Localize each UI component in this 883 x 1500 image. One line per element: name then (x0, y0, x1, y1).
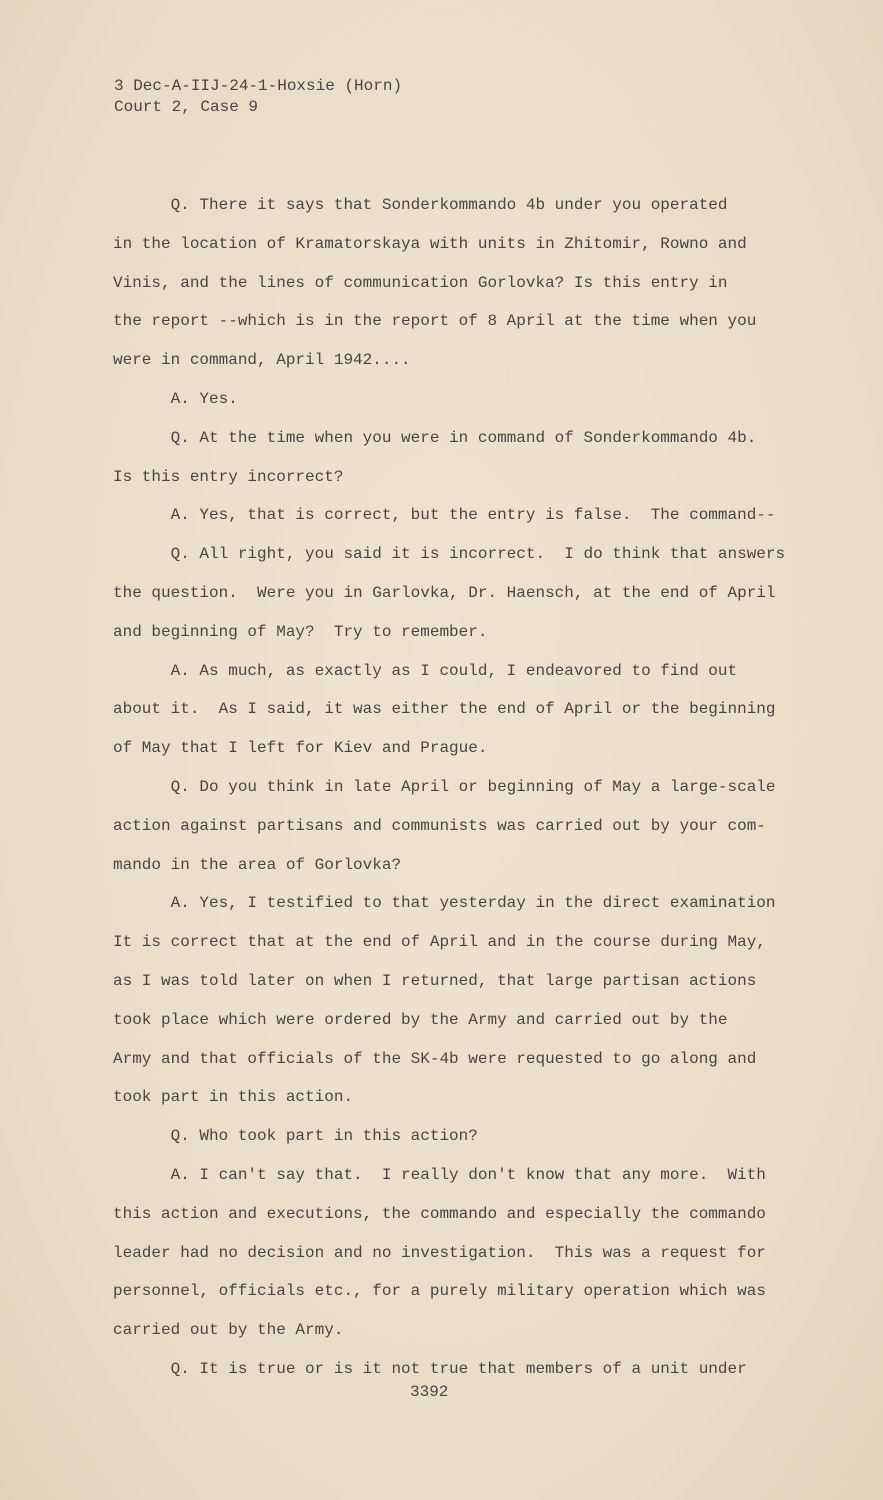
transcript-line: mando in the area of Gorlovka? (113, 855, 402, 874)
transcript-line: action against partisans and communists was carried out by your com- (113, 816, 766, 835)
transcript-line: as I was told later on when I returned, that large partisan actions (113, 971, 757, 990)
transcript-line: Q. At the time when you were in command of Sonderkommando 4b. (113, 428, 757, 447)
transcript-line: A. I can't say that. I really don't know that any more. With (113, 1165, 766, 1184)
transcript-line: took place which were ordered by the Army and carried out by the (113, 1010, 728, 1029)
transcript-line: Army and that officials of the SK-4b were requested to go along and (113, 1049, 757, 1068)
court-case: Court 2, Case 9 (114, 98, 259, 116)
transcript-line: of May that I left for Kiev and Prague. (113, 739, 488, 758)
transcript-line: Q. Do you think in late April or beginning of May a large-scale (113, 777, 776, 796)
document-header (114, 76, 402, 118)
transcript-line: A. As much, as exactly as I could, I endeavored to find out (113, 661, 738, 680)
transcript-line: Q. There it says that Sonderkommando 4b under you operated (113, 196, 728, 214)
transcript-line: personnel, officials etc., for a purely military operation which was (113, 1282, 766, 1301)
document-reference: 3 Dec-A-IIJ-24-1-Hoxsie (Horn) (114, 77, 403, 95)
transcript-line: in the location of Kramatorskaya with units in Zhitomir, Rowno and (113, 234, 747, 253)
page-number: 3392 (410, 1383, 449, 1401)
transcript-body (113, 192, 813, 1395)
transcript-line: and beginning of May? Try to remember. (113, 622, 488, 641)
transcript-line: Q. It is true or is it not true that members of a unit under (113, 1359, 747, 1378)
transcript-line: leader had no decision and no investigation. This was a request for (113, 1243, 766, 1262)
transcript-line: Vinis, and the lines of communication Gorlovka? Is this entry in (113, 273, 728, 292)
transcript-line: A. Yes, I testified to that yesterday in the direct examination (113, 894, 776, 913)
transcript-line: A. Yes. (113, 389, 238, 408)
transcript-line: the report --which is in the report of 8 April at the time when you (113, 312, 757, 331)
transcript-line: this action and executions, the commando and especially the commando (113, 1204, 766, 1223)
transcript-line: Is this entry incorrect? (113, 467, 344, 486)
transcript-line: A. Yes, that is correct, but the entry is false. The command-- (113, 506, 776, 525)
transcript-line: were in command, April 1942.... (113, 351, 411, 370)
transcript-line: carried out by the Army. (113, 1321, 344, 1340)
transcript-line: Q. Who took part in this action? (113, 1127, 478, 1146)
transcript-line: about it. As I said, it was either the end of April or the beginning (113, 700, 776, 719)
transcript-line: It is correct that at the end of April and in the course during May, (113, 933, 766, 952)
transcript-line: took part in this action. (113, 1088, 354, 1107)
transcript-line: Q. All right, you said it is incorrect. I do think that answers (113, 545, 786, 564)
transcript-line: the question. Were you in Garlovka, Dr. Haensch, at the end of April (113, 583, 776, 602)
